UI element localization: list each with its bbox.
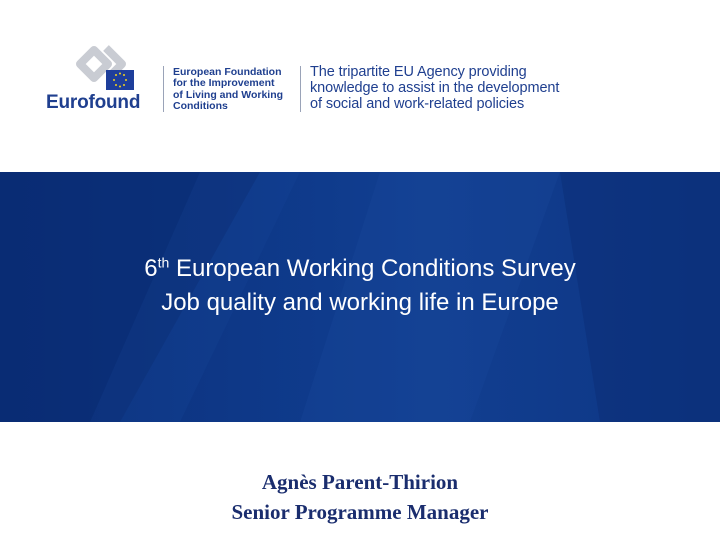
org-name-line: of Living and Working [173,88,284,101]
title-line-1 [0,252,720,286]
tagline-line: of social and work-related policies [310,96,525,112]
eurofound-logo-icon [66,44,142,98]
tagline-line: knowledge to assist in the development [310,80,560,96]
org-name-line: European Foundation [173,66,282,78]
presenter-name: Agnès Parent-Thirion [261,470,459,494]
survey-title [0,252,720,320]
slide-header [0,0,720,172]
logo-wordmark: Eurofound [46,92,141,113]
survey-name: European Working Conditions Survey [175,255,576,282]
tagline-line: The tripartite EU Agency providing [310,64,527,80]
org-name-line: Conditions [173,100,228,113]
presenter-block [0,467,720,527]
agency-tagline [310,64,559,112]
header-divider [300,66,301,112]
edition-number: 6 [144,255,158,282]
org-name-line: for the Improvement [173,77,275,90]
presenter-role: Senior Programme Manager [231,500,489,524]
title-line-2: Job quality and working life in Europe [161,289,559,316]
header-divider [163,66,164,112]
edition-suffix: th [157,254,170,271]
title-band [0,172,720,422]
organisation-name [173,67,283,113]
